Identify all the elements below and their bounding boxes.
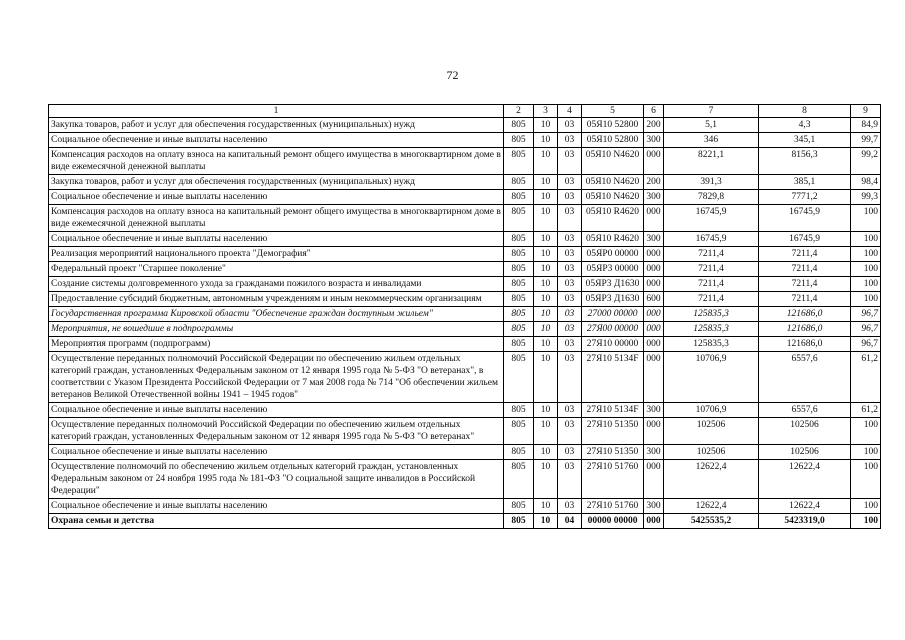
executed-amount: 121686,0 [759,337,851,352]
subsection-code: 03 [558,418,582,445]
target-article-code: 27000 00000 [582,307,644,322]
header-cell: 5 [582,105,644,118]
section-code: 10 [534,445,558,460]
table-row [49,292,881,307]
target-article-code: 27Я10 5134F [582,403,644,418]
header-cell: 2 [504,105,534,118]
execution-percent: 100 [851,277,881,292]
target-article-code: 05Я10 52800 [582,133,644,148]
executed-amount: 12622,4 [759,460,851,499]
execution-percent: 100 [851,460,881,499]
section-code: 10 [534,190,558,205]
execution-percent: 96,7 [851,322,881,337]
target-article-code: 05ЯР0 00000 [582,247,644,262]
section-code: 10 [534,277,558,292]
subsection-code: 03 [558,352,582,403]
budget-table [48,104,881,529]
subsection-code: 03 [558,445,582,460]
expense-type-code: 000 [644,148,664,175]
expense-type-code: 300 [644,190,664,205]
subsection-code: 03 [558,337,582,352]
target-article-code: 27Я10 51760 [582,499,644,514]
planned-amount: 102506 [664,418,759,445]
target-article-code: 27Я10 00000 [582,337,644,352]
ministry-code: 805 [504,205,534,232]
ministry-code: 805 [504,133,534,148]
planned-amount: 12622,4 [664,460,759,499]
execution-percent: 99,7 [851,133,881,148]
section-code: 10 [534,232,558,247]
executed-amount: 4,3 [759,118,851,133]
execution-percent: 98,4 [851,175,881,190]
section-code: 10 [534,460,558,499]
execution-percent: 61,2 [851,403,881,418]
table-row [49,307,881,322]
ministry-code: 805 [504,247,534,262]
header-row [49,105,881,118]
expense-type-code: 300 [644,445,664,460]
section-code: 10 [534,307,558,322]
ministry-code: 805 [504,262,534,277]
table-row [49,247,881,262]
execution-percent: 84,9 [851,118,881,133]
section-code: 10 [534,148,558,175]
ministry-code: 805 [504,514,534,529]
execution-percent: 96,7 [851,307,881,322]
expense-type-code: 000 [644,322,664,337]
expense-type-code: 000 [644,460,664,499]
expense-type-code: 300 [644,232,664,247]
subsection-code: 03 [558,118,582,133]
executed-amount: 8156,3 [759,148,851,175]
section-code: 10 [534,499,558,514]
planned-amount: 16745,9 [664,205,759,232]
expense-type-code: 000 [644,514,664,529]
ministry-code: 805 [504,175,534,190]
subsection-code: 03 [558,403,582,418]
ministry-code: 805 [504,499,534,514]
ministry-code: 805 [504,460,534,499]
subsection-code: 04 [558,514,582,529]
table-row [49,277,881,292]
executed-amount: 102506 [759,445,851,460]
section-code: 10 [534,118,558,133]
ministry-code: 805 [504,190,534,205]
budget-item-name: Социальное обеспечение и иные выплаты населению [49,499,504,514]
table-row [49,205,881,232]
table-row [49,133,881,148]
executed-amount: 102506 [759,418,851,445]
execution-percent: 100 [851,205,881,232]
budget-item-name: Социальное обеспечение и иные выплаты населению [49,403,504,418]
target-article-code: 05ЯР3 Д1630 [582,277,644,292]
planned-amount: 7211,4 [664,262,759,277]
planned-amount: 102506 [664,445,759,460]
table-row [49,514,881,529]
planned-amount: 125835,3 [664,322,759,337]
execution-percent: 100 [851,499,881,514]
budget-item-name: Федеральный проект "Старшее поколение" [49,262,504,277]
section-code: 10 [534,205,558,232]
budget-item-name: Осуществление переданных полномочий Российской Федерации по обеспечению жильем отдельных категорий граждан, установленных Федеральным законом от 12 января 1995 года № 5-ФЗ "О ветеранах", в соответствии с Указом Президента Российской Федерации от 7 мая 2008 года № 714 "Об обеспечении жильем ветеранов Великой Отечественной войны 1941 – 1945 годов" [49,352,504,403]
expense-type-code: 300 [644,403,664,418]
budget-item-name: Государственная программа Кировской области "Обеспечение граждан доступным жильем" [49,307,504,322]
budget-item-name: Реализация мероприятий национального проекта "Демография" [49,247,504,262]
target-article-code: 27Я10 51350 [582,418,644,445]
planned-amount: 10706,9 [664,352,759,403]
header-cell: 6 [644,105,664,118]
budget-item-name: Социальное обеспечение и иные выплаты населению [49,445,504,460]
subsection-code: 03 [558,322,582,337]
ministry-code: 805 [504,418,534,445]
execution-percent: 99,3 [851,190,881,205]
executed-amount: 5423319,0 [759,514,851,529]
expense-type-code: 300 [644,499,664,514]
executed-amount: 7771,2 [759,190,851,205]
planned-amount: 7211,4 [664,247,759,262]
section-code: 10 [534,352,558,403]
planned-amount: 5,1 [664,118,759,133]
table-row [49,262,881,277]
planned-amount: 12622,4 [664,499,759,514]
executed-amount: 12622,4 [759,499,851,514]
subsection-code: 03 [558,460,582,499]
target-article-code: 27Я00 00000 [582,322,644,337]
header-cell: 1 [49,105,504,118]
table-body [49,118,881,529]
target-article-code: 05ЯР3 00000 [582,262,644,277]
table-row [49,403,881,418]
executed-amount: 6557,6 [759,403,851,418]
ministry-code: 805 [504,292,534,307]
subsection-code: 03 [558,133,582,148]
planned-amount: 7211,4 [664,292,759,307]
planned-amount: 125835,3 [664,307,759,322]
subsection-code: 03 [558,307,582,322]
expense-type-code: 000 [644,262,664,277]
budget-item-name: Закупка товаров, работ и услуг для обеспечения государственных (муниципальных) нужд [49,175,504,190]
executed-amount: 6557,6 [759,352,851,403]
execution-percent: 61,2 [851,352,881,403]
target-article-code: 05Я10 N4620 [582,148,644,175]
target-article-code: 05Я10 N4620 [582,175,644,190]
section-code: 10 [534,133,558,148]
expense-type-code: 600 [644,292,664,307]
header-cell: 8 [759,105,851,118]
subsection-code: 03 [558,277,582,292]
target-article-code: 27Я10 51760 [582,460,644,499]
ministry-code: 805 [504,277,534,292]
ministry-code: 805 [504,337,534,352]
expense-type-code: 000 [644,418,664,445]
ministry-code: 805 [504,322,534,337]
header-cell: 4 [558,105,582,118]
section-code: 10 [534,403,558,418]
table-row [49,418,881,445]
executed-amount: 121686,0 [759,307,851,322]
table-row [49,175,881,190]
table-row [49,148,881,175]
target-article-code: 05ЯР3 Д1630 [582,292,644,307]
header-cell: 7 [664,105,759,118]
expense-type-code: 000 [644,205,664,232]
section-code: 10 [534,337,558,352]
expense-type-code: 000 [644,337,664,352]
executed-amount: 121686,0 [759,322,851,337]
table-row [49,445,881,460]
execution-percent: 96,7 [851,337,881,352]
budget-item-name: Социальное обеспечение и иные выплаты населению [49,232,504,247]
execution-percent: 100 [851,262,881,277]
budget-item-name: Мероприятия, не вошедшие в подпрограммы [49,322,504,337]
budget-item-name: Социальное обеспечение и иные выплаты населению [49,133,504,148]
executed-amount: 385,1 [759,175,851,190]
subsection-code: 03 [558,205,582,232]
budget-item-name: Закупка товаров, работ и услуг для обеспечения государственных (муниципальных) нужд [49,118,504,133]
execution-percent: 100 [851,292,881,307]
ministry-code: 805 [504,148,534,175]
target-article-code: 27Я10 5134F [582,352,644,403]
subsection-code: 03 [558,232,582,247]
section-code: 10 [534,292,558,307]
subsection-code: 03 [558,292,582,307]
expense-type-code: 000 [644,352,664,403]
execution-percent: 99,2 [851,148,881,175]
planned-amount: 8221,1 [664,148,759,175]
planned-amount: 16745,9 [664,232,759,247]
section-code: 10 [534,175,558,190]
subsection-code: 03 [558,262,582,277]
execution-percent: 100 [851,232,881,247]
page-number: 72 [446,68,459,82]
section-code: 10 [534,514,558,529]
target-article-code: 05Я10 52800 [582,118,644,133]
executed-amount: 7211,4 [759,277,851,292]
budget-item-name: Предоставление субсидий бюджетным, автономным учреждениям и иным некоммерческим организациям [49,292,504,307]
section-code: 10 [534,247,558,262]
budget-item-name: Осуществление полномочий по обеспечению жильем отдельных категорий граждан, установленных Федеральным законом от 24 ноября 1995 года № 181-ФЗ "О социальной защите инвалидов в Российской Федерации" [49,460,504,499]
ministry-code: 805 [504,232,534,247]
executed-amount: 16745,9 [759,232,851,247]
table-row [49,232,881,247]
ministry-code: 805 [504,352,534,403]
budget-item-name: Компенсация расходов на оплату взноса на капитальный ремонт общего имущества в многоквартирном доме в виде ежемесячной денежной выплаты [49,148,504,175]
target-article-code: 27Я10 51350 [582,445,644,460]
executed-amount: 7211,4 [759,262,851,277]
planned-amount: 5425535,2 [664,514,759,529]
planned-amount: 7211,4 [664,277,759,292]
budget-item-name: Социальное обеспечение и иные выплаты населению [49,190,504,205]
executed-amount: 345,1 [759,133,851,148]
planned-amount: 125835,3 [664,337,759,352]
target-article-code: 00000 00000 [582,514,644,529]
planned-amount: 391,3 [664,175,759,190]
executed-amount: 7211,4 [759,247,851,262]
table-row [49,322,881,337]
expense-type-code: 200 [644,118,664,133]
subsection-code: 03 [558,190,582,205]
expense-type-code: 000 [644,277,664,292]
table-row [49,118,881,133]
execution-percent: 100 [851,445,881,460]
subsection-code: 03 [558,499,582,514]
subsection-code: 03 [558,148,582,175]
target-article-code: 05Я10 N4620 [582,190,644,205]
budget-item-name: Осуществление переданных полномочий Российской Федерации по обеспечению жильем отдельных категорий граждан, установленных Федеральным законом от 12 января 1995 года № 5-ФЗ "О ветеранах" [49,418,504,445]
budget-item-name: Охрана семьи и детства [49,514,504,529]
target-article-code: 05Я10 R4620 [582,205,644,232]
table-row [49,460,881,499]
ministry-code: 805 [504,445,534,460]
execution-percent: 100 [851,514,881,529]
target-article-code: 05Я10 R4620 [582,232,644,247]
subsection-code: 03 [558,175,582,190]
ministry-code: 805 [504,118,534,133]
section-code: 10 [534,418,558,445]
execution-percent: 100 [851,247,881,262]
expense-type-code: 000 [644,307,664,322]
ministry-code: 805 [504,307,534,322]
planned-amount: 346 [664,133,759,148]
budget-item-name: Компенсация расходов на оплату взноса на капитальный ремонт общего имущества в многоквартирном доме в виде ежемесячной денежной выплаты [49,205,504,232]
subsection-code: 03 [558,247,582,262]
budget-item-name: Создание системы долговременного ухода за гражданами пожилого возраста и инвалидами [49,277,504,292]
table-row [49,352,881,403]
expense-type-code: 200 [644,175,664,190]
executed-amount: 16745,9 [759,205,851,232]
expense-type-code: 000 [644,247,664,262]
header-cell: 9 [851,105,881,118]
executed-amount: 7211,4 [759,292,851,307]
table-row [49,337,881,352]
section-code: 10 [534,262,558,277]
ministry-code: 805 [504,403,534,418]
budget-item-name: Мероприятия программ (подпрограмм) [49,337,504,352]
planned-amount: 7829,8 [664,190,759,205]
table-row [49,499,881,514]
section-code: 10 [534,322,558,337]
planned-amount: 10706,9 [664,403,759,418]
table-row [49,190,881,205]
header-cell: 3 [534,105,558,118]
execution-percent: 100 [851,418,881,445]
expense-type-code: 300 [644,133,664,148]
